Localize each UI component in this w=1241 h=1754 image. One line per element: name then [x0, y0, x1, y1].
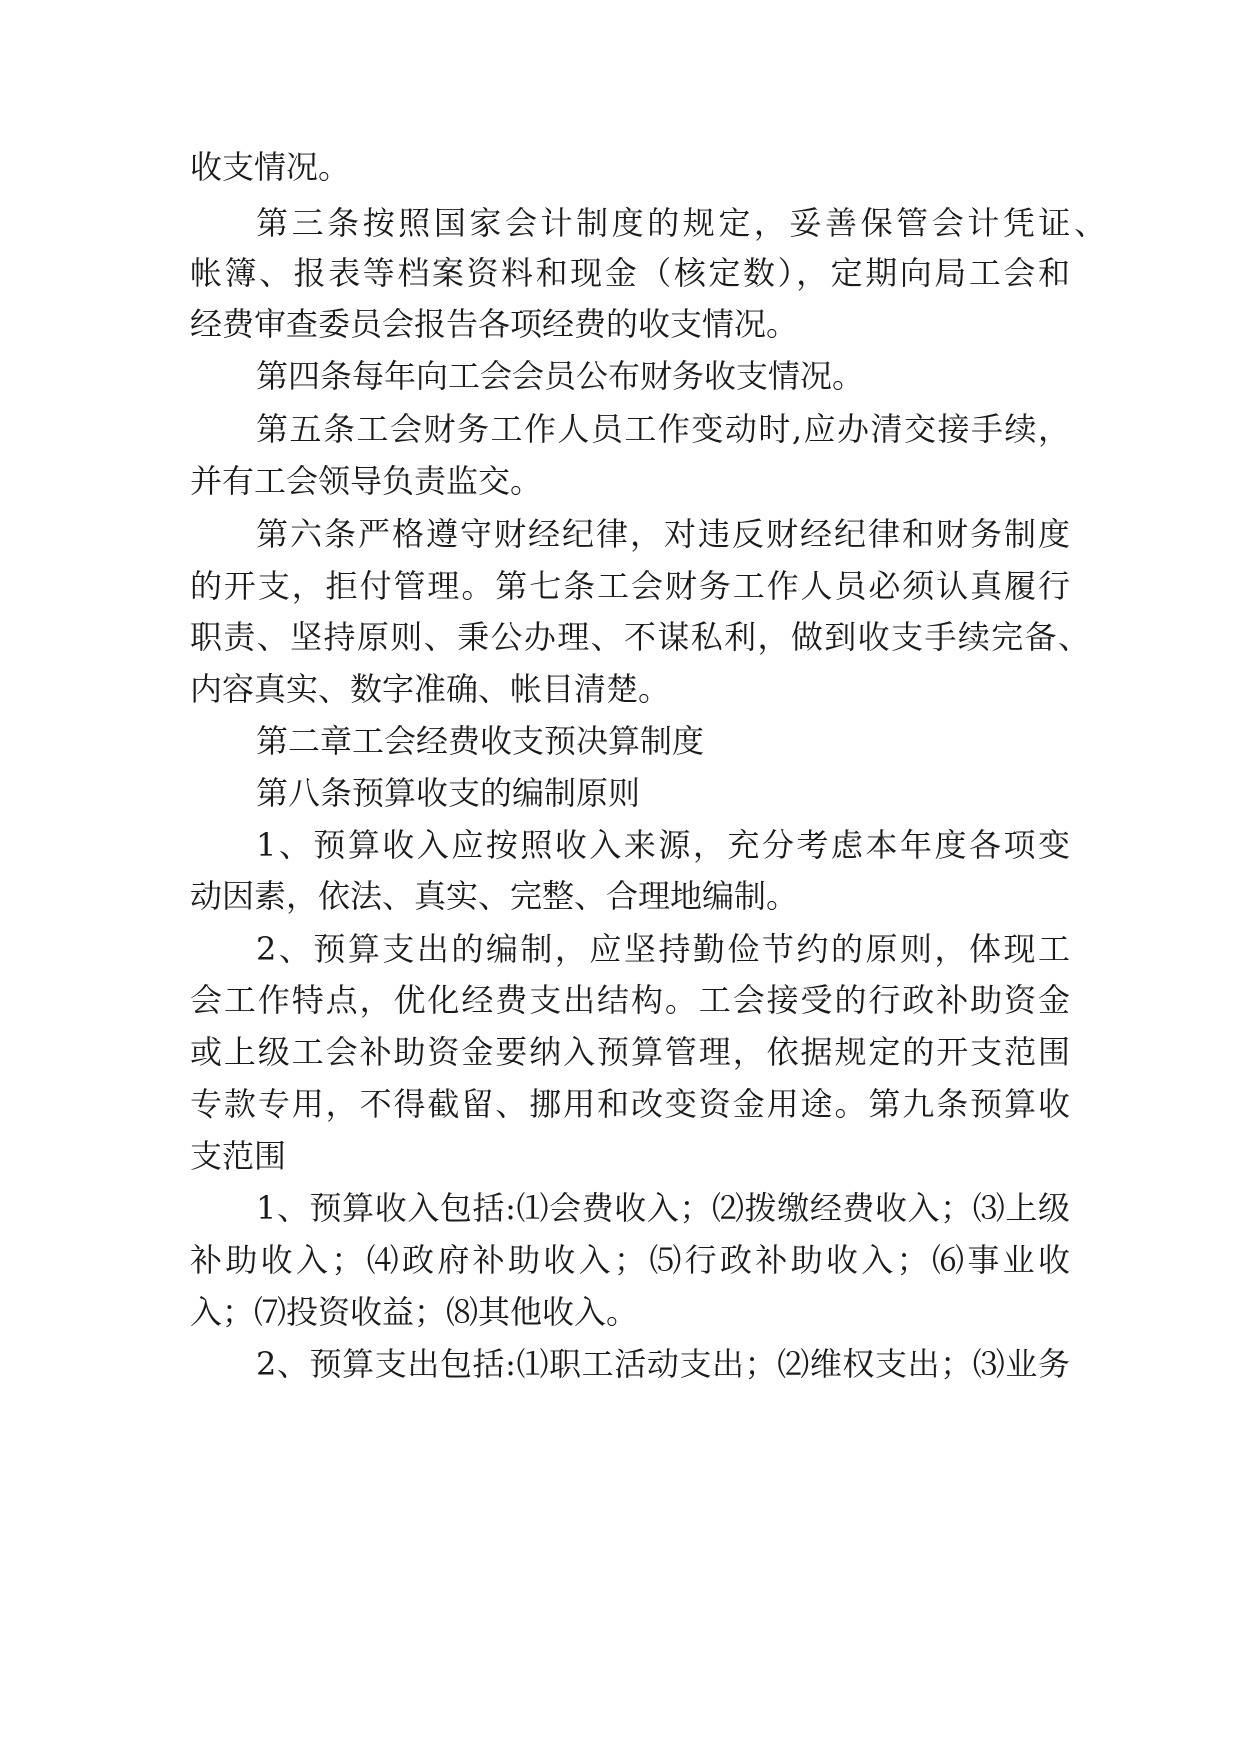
text-line: 入；⑺投资收益；⑻其他收入。	[190, 1293, 639, 1331]
text-line: 2、预算支出的编制，应坚持勤俭节约的原则，体现工	[256, 930, 1070, 968]
text-line: 第二章工会经费收支预决算制度	[256, 722, 705, 760]
text-line: 第三条按照国家会计制度的规定，妥善保管会计凭证、	[256, 204, 1106, 242]
text-line: 职责、坚持原则、秉公办理、不谋私利，做到收支手续完备、	[190, 618, 1090, 656]
text-line: 并有工会领导负责监交。	[190, 462, 543, 500]
text-line: 第八条预算收支的编制原则	[256, 774, 641, 812]
text-line: 1、预算收入包括:⑴会费收入；⑵拨缴经费收入；⑶上级	[256, 1189, 1070, 1227]
text-line: 2、预算支出包括:⑴职工活动支出；⑵维权支出；⑶业务	[256, 1345, 1070, 1383]
text-line: 第四条每年向工会会员公布财务收支情况。	[256, 357, 865, 395]
text-line: 支范围	[190, 1137, 287, 1175]
text-line: 收支情况。	[190, 148, 351, 186]
text-line: 专款专用，不得截留、挪用和改变资金用途。第九条预算收	[190, 1085, 1070, 1123]
text-line: 1、预算收入应按照收入来源，充分考虑本年度各项变	[256, 826, 1070, 864]
text-line: 补助收入；⑷政府补助收入；⑸行政补助收入；⑹事业收	[190, 1241, 1070, 1279]
text-line: 动因素，依法、真实、完整、合理地编制。	[190, 877, 799, 915]
text-line: 帐簿、报表等档案资料和现金（核定数），定期向局工会和	[190, 254, 1070, 292]
text-line: 会工作特点，优化经费支出结构。工会接受的行政补助资金	[190, 981, 1070, 1019]
text-line: 经费审查委员会报告各项经费的收支情况。	[190, 305, 799, 343]
text-line: 第五条工会财务工作人员工作变动时,应办清交接手续，	[256, 410, 1070, 448]
text-line: 内容真实、数字准确、帐目清楚。	[190, 670, 671, 708]
text-line: 第六条严格遵守财经纪律，对违反财经纪律和财务制度	[256, 515, 1070, 553]
text-line: 或上级工会补助资金要纳入预算管理，依据规定的开支范围	[190, 1033, 1070, 1071]
text-line: 的开支，拒付管理。第七条工会财务工作人员必须认真履行	[190, 567, 1070, 605]
